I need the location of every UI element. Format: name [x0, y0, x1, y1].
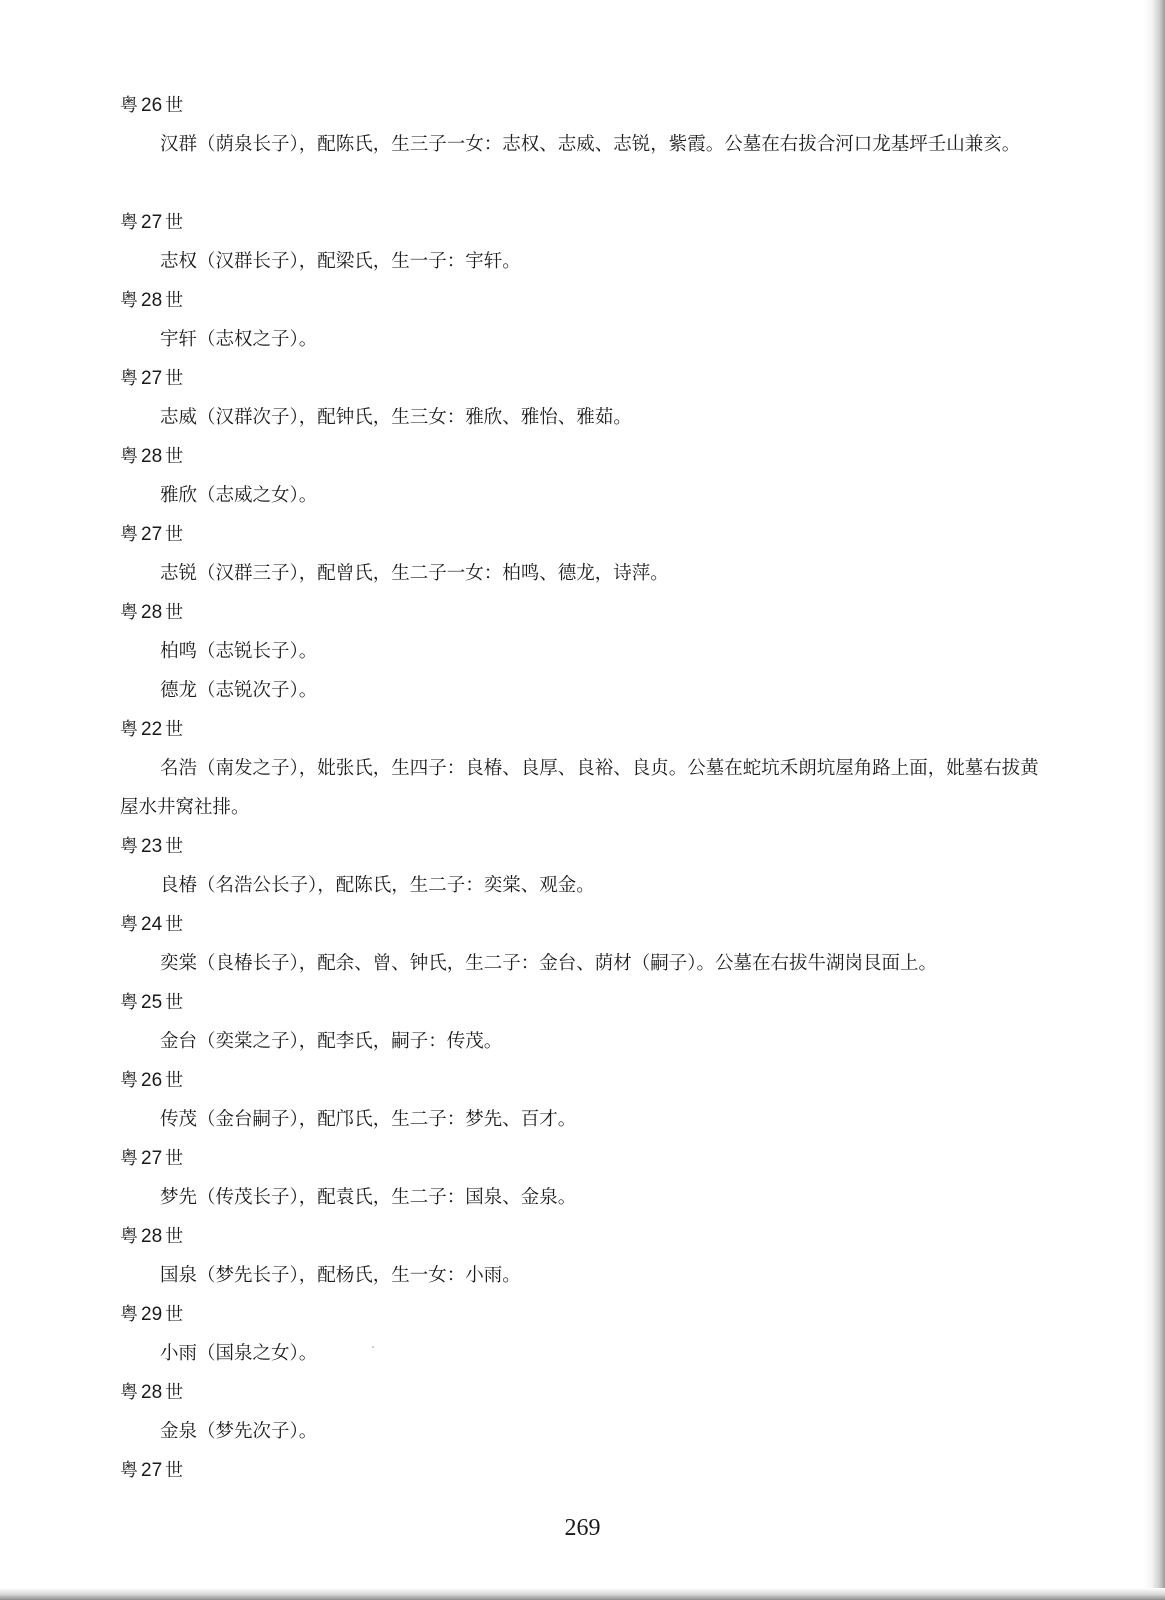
- generation-heading: [120, 359, 1040, 398]
- generation-suffix: 世: [165, 602, 184, 623]
- generation-prefix: 粤: [120, 1460, 138, 1481]
- generation-prefix: 粤: [120, 446, 138, 467]
- generation-prefix: 粤: [120, 1382, 138, 1403]
- generation-number: 26: [141, 1070, 163, 1091]
- generation-prefix: 粤: [120, 836, 138, 857]
- generation-prefix: 粤: [120, 1304, 138, 1325]
- generation-heading: [120, 515, 1040, 554]
- genealogy-entry: 金台（奕棠之子），配李氏，嗣子：传茂。: [160, 1031, 503, 1052]
- generation-suffix: 世: [165, 95, 184, 116]
- generation-heading: [120, 1139, 1040, 1178]
- generation-suffix: 世: [165, 1382, 184, 1403]
- generation-suffix: 世: [165, 368, 184, 389]
- generation-prefix: 粤: [120, 212, 138, 233]
- generation-heading: [120, 827, 1040, 866]
- generation-number: 28: [141, 446, 163, 467]
- generation-heading: [120, 983, 1040, 1022]
- generation-number: 28: [141, 1382, 163, 1403]
- generation-number: 26: [141, 95, 163, 116]
- generation-suffix: 世: [165, 1304, 184, 1325]
- genealogy-entry: 宇轩（志权之子）。: [160, 329, 318, 350]
- generation-number: 27: [141, 524, 163, 545]
- generation-prefix: 粤: [120, 95, 138, 116]
- generation-suffix: 世: [165, 719, 184, 740]
- generation-prefix: 粤: [120, 602, 138, 623]
- generation-number: 27: [141, 368, 163, 389]
- genealogy-entry: 柏鸣（志锐长子）。: [160, 641, 318, 662]
- genealogy-entry: 国泉（梦先长子），配杨氏，生一女：小雨。: [160, 1265, 521, 1286]
- generation-suffix: 世: [165, 914, 184, 935]
- generation-number: 28: [141, 1226, 163, 1247]
- generation-number: 28: [141, 290, 163, 311]
- generation-prefix: 粤: [120, 992, 138, 1013]
- genealogy-entry: 梦先（传茂长子），配袁氏，生二子：国泉、金泉。: [160, 1187, 577, 1208]
- genealogy-entry: 志锐（汉群三子），配曾氏，生二子一女：柏鸣、德龙，诗萍。: [160, 563, 669, 584]
- generation-number: 28: [141, 602, 163, 623]
- generation-heading: [120, 593, 1040, 632]
- generation-heading: [120, 1061, 1040, 1100]
- genealogy-page-body: [120, 86, 1040, 1490]
- page-number: 269: [564, 1515, 601, 1541]
- generation-prefix: 粤: [120, 1148, 138, 1169]
- generation-suffix: 世: [165, 212, 184, 233]
- generation-suffix: 世: [165, 1070, 184, 1091]
- generation-number: 27: [141, 212, 163, 233]
- generation-prefix: 粤: [120, 368, 138, 389]
- generation-heading: [120, 86, 1040, 125]
- generation-prefix: 粤: [120, 914, 138, 935]
- generation-prefix: 粤: [120, 719, 138, 740]
- generation-suffix: 世: [165, 1226, 184, 1247]
- generation-heading: [120, 281, 1040, 320]
- genealogy-entry: 志权（汉群长子），配梁氏，生一子：宇轩。: [160, 251, 521, 272]
- generation-suffix: 世: [165, 836, 184, 857]
- generation-suffix: 世: [165, 1460, 184, 1481]
- generation-heading: [120, 710, 1040, 749]
- generation-prefix: 粤: [120, 290, 138, 311]
- generation-heading: [120, 437, 1040, 476]
- generation-suffix: 世: [165, 1148, 184, 1169]
- genealogy-entry: 良椿（名浩公长子），配陈氏，生二子：奕棠、观金。: [160, 875, 595, 896]
- scan-bottom-edge: [0, 1588, 1165, 1600]
- scan-right-edge: [1143, 0, 1165, 1600]
- generation-suffix: 世: [165, 524, 184, 545]
- genealogy-entry: 金泉（梦先次子）。: [160, 1421, 318, 1442]
- genealogy-entry: 奕棠（良椿长子），配余、曾、钟氏，生二子：金台、荫材（嗣子）。公墓在右拔牛湖岗艮面上。: [160, 953, 938, 974]
- genealogy-entry: 雅欣（志威之女）。: [160, 485, 318, 506]
- generation-number: 29: [141, 1304, 163, 1325]
- genealogy-entry: 汉群（荫泉长子），配陈氏，生三子一女：志权、志威、志锐，紫霞。公墓在右拔合河口龙基坪壬山兼亥。: [160, 134, 1021, 155]
- genealogy-entry: 志威（汉群次子），配钟氏，生三女：雅欣、雅怡、雅茹。: [160, 407, 632, 428]
- generation-number: 23: [141, 836, 163, 857]
- generation-heading: [120, 1217, 1040, 1256]
- genealogy-entry: 小雨（国泉之女）。: [160, 1343, 318, 1364]
- generation-prefix: 粤: [120, 1070, 138, 1091]
- generation-number: 27: [141, 1460, 163, 1481]
- generation-suffix: 世: [165, 290, 184, 311]
- genealogy-entry: 传茂（金台嗣子），配邝氏，生二子：梦先、百才。: [160, 1109, 577, 1130]
- generation-number: 22: [141, 719, 163, 740]
- generation-heading: [120, 1295, 1040, 1334]
- generation-number: 27: [141, 1148, 163, 1169]
- generation-heading: [120, 1451, 1040, 1490]
- generation-prefix: 粤: [120, 524, 138, 545]
- generation-heading: [120, 905, 1040, 944]
- generation-number: 24: [141, 914, 163, 935]
- generation-suffix: 世: [165, 992, 184, 1013]
- genealogy-entry: 名浩（南发之子），妣张氏，生四子：良椿、良厚、良裕、良贞。公墓在蛇坑禾朗坑屋角路上面，妣墓右拔黄屋水井窝社排。: [120, 758, 1039, 818]
- generation-number: 25: [141, 992, 163, 1013]
- generation-suffix: 世: [165, 446, 184, 467]
- generation-heading: [120, 1373, 1040, 1412]
- generation-prefix: 粤: [120, 1226, 138, 1247]
- genealogy-entry: 德龙（志锐次子）。: [160, 680, 318, 701]
- generation-heading: [120, 203, 1040, 242]
